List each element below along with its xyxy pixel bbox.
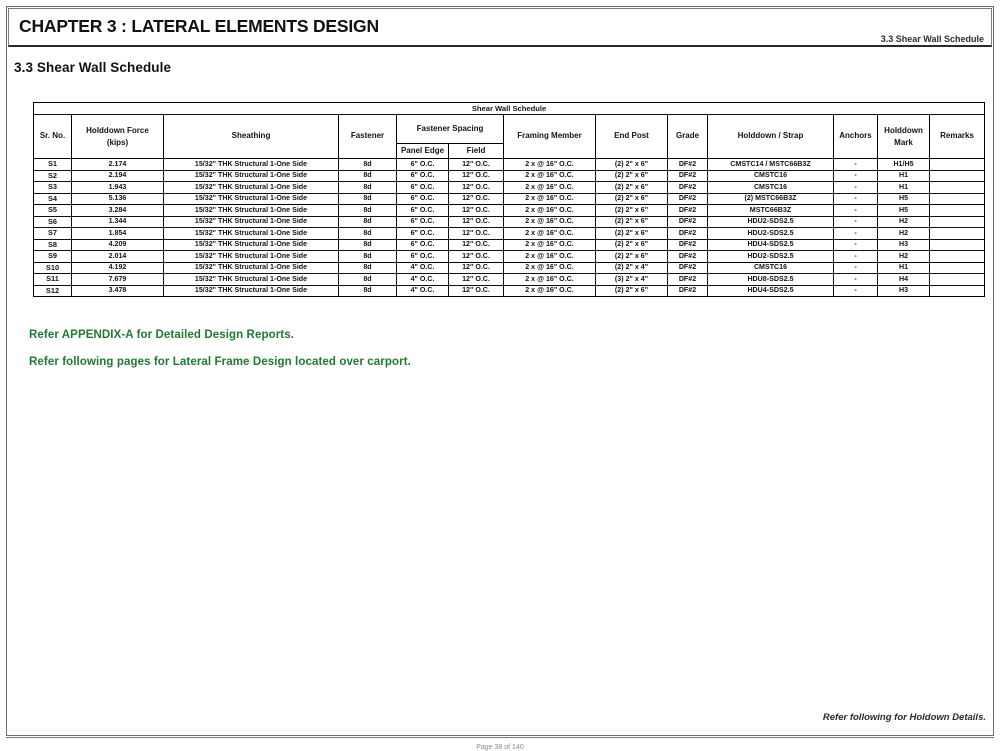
cell-remarks bbox=[930, 239, 985, 251]
cell-end-post: (2) 2" x 6" bbox=[596, 159, 668, 171]
cell-panel-edge: 6" O.C. bbox=[397, 216, 449, 228]
cell-holddown-strap: HDU4-SDS2.5 bbox=[708, 239, 834, 251]
cell-anchors: - bbox=[834, 205, 878, 217]
cell-sheathing: 15/32" THK Structural 1-One Side bbox=[164, 182, 339, 194]
cell-field: 12" O.C. bbox=[449, 274, 504, 286]
col-header-field: Field bbox=[449, 144, 504, 159]
cell-field: 12" O.C. bbox=[449, 251, 504, 263]
cell-anchors: - bbox=[834, 274, 878, 286]
cell-holddown-force: 3.478 bbox=[72, 285, 164, 297]
col-header-holddown-force-line1: Holddown Force bbox=[86, 125, 149, 135]
cell-grade: DF#2 bbox=[668, 182, 708, 194]
cell-sr-no: S9 bbox=[34, 251, 72, 263]
cell-anchors: - bbox=[834, 239, 878, 251]
cell-holddown-mark: H4 bbox=[878, 274, 930, 286]
table-row bbox=[34, 216, 985, 228]
cell-holddown-strap: MSTC66B3Z bbox=[708, 205, 834, 217]
cell-sheathing: 15/32" THK Structural 1-One Side bbox=[164, 216, 339, 228]
cell-holddown-mark: H1 bbox=[878, 262, 930, 274]
cell-field: 12" O.C. bbox=[449, 285, 504, 297]
table-row bbox=[34, 228, 985, 240]
cell-panel-edge: 6" O.C. bbox=[397, 251, 449, 263]
cell-sheathing: 15/32" THK Structural 1-One Side bbox=[164, 251, 339, 263]
cell-end-post: (2) 2" x 6" bbox=[596, 205, 668, 217]
col-header-holddown-mark-line2: Mark bbox=[894, 137, 913, 147]
cell-panel-edge: 6" O.C. bbox=[397, 239, 449, 251]
cell-field: 12" O.C. bbox=[449, 193, 504, 205]
table-header-row-1 bbox=[34, 115, 985, 144]
cell-holddown-force: 5.136 bbox=[72, 193, 164, 205]
cell-sheathing: 15/32" THK Structural 1-One Side bbox=[164, 285, 339, 297]
cell-holddown-mark: H1 bbox=[878, 170, 930, 182]
cell-fastener: 8d bbox=[339, 193, 397, 205]
col-header-anchors: Anchors bbox=[834, 115, 878, 159]
cell-panel-edge: 6" O.C. bbox=[397, 159, 449, 171]
cell-grade: DF#2 bbox=[668, 274, 708, 286]
cell-anchors: - bbox=[834, 285, 878, 297]
cell-fastener: 8d bbox=[339, 170, 397, 182]
cell-holddown-force: 2.174 bbox=[72, 159, 164, 171]
cell-field: 12" O.C. bbox=[449, 239, 504, 251]
cell-holddown-strap: CMSTC16 bbox=[708, 182, 834, 194]
cell-remarks bbox=[930, 216, 985, 228]
cell-anchors: - bbox=[834, 182, 878, 194]
shear-wall-schedule-table-wrapper bbox=[33, 102, 974, 297]
cell-grade: DF#2 bbox=[668, 239, 708, 251]
cell-panel-edge: 4" O.C. bbox=[397, 262, 449, 274]
cell-end-post: (2) 2" x 6" bbox=[596, 228, 668, 240]
cell-fastener: 8d bbox=[339, 239, 397, 251]
chapter-header-band bbox=[8, 8, 992, 47]
cell-fastener: 8d bbox=[339, 159, 397, 171]
shear-wall-schedule-table bbox=[33, 102, 985, 297]
col-header-panel-edge: Panel Edge bbox=[397, 144, 449, 159]
cell-field: 12" O.C. bbox=[449, 216, 504, 228]
cell-end-post: (2) 2" x 6" bbox=[596, 239, 668, 251]
cell-end-post: (2) 2" x 6" bbox=[596, 182, 668, 194]
cell-framing-member: 2 x @ 16" O.C. bbox=[504, 170, 596, 182]
table-row bbox=[34, 239, 985, 251]
cell-remarks bbox=[930, 205, 985, 217]
table-row bbox=[34, 159, 985, 171]
cell-fastener: 8d bbox=[339, 274, 397, 286]
cell-grade: DF#2 bbox=[668, 228, 708, 240]
cell-sr-no: S6 bbox=[34, 216, 72, 228]
cell-fastener: 8d bbox=[339, 228, 397, 240]
cell-sheathing: 15/32" THK Structural 1-One Side bbox=[164, 274, 339, 286]
col-header-holddown-force bbox=[72, 115, 164, 159]
col-header-fastener: Fastener bbox=[339, 115, 397, 159]
table-title: Shear Wall Schedule bbox=[34, 103, 985, 115]
cell-remarks bbox=[930, 228, 985, 240]
cell-grade: DF#2 bbox=[668, 170, 708, 182]
cell-holddown-strap: CMSTC16 bbox=[708, 170, 834, 182]
cell-panel-edge: 6" O.C. bbox=[397, 228, 449, 240]
cell-fastener: 8d bbox=[339, 251, 397, 263]
page-number: Page 38 of 140 bbox=[476, 744, 524, 751]
cell-field: 12" O.C. bbox=[449, 159, 504, 171]
cell-holddown-strap: CMSTC14 / MSTC66B3Z bbox=[708, 159, 834, 171]
col-header-framing-member: Framing Member bbox=[504, 115, 596, 159]
table-row bbox=[34, 251, 985, 263]
cell-field: 12" O.C. bbox=[449, 228, 504, 240]
cell-holddown-mark: H2 bbox=[878, 251, 930, 263]
cell-holddown-force: 1.344 bbox=[72, 216, 164, 228]
cell-sr-no: S1 bbox=[34, 159, 72, 171]
cell-sr-no: S5 bbox=[34, 205, 72, 217]
cell-end-post: (2) 2" x 6" bbox=[596, 193, 668, 205]
cell-panel-edge: 4" O.C. bbox=[397, 285, 449, 297]
cell-holddown-strap: CMSTC16 bbox=[708, 262, 834, 274]
chapter-title: CHAPTER 3 : LATERAL ELEMENTS DESIGN bbox=[19, 16, 379, 36]
cell-framing-member: 2 x @ 16" O.C. bbox=[504, 239, 596, 251]
cell-sheathing: 15/32" THK Structural 1-One Side bbox=[164, 239, 339, 251]
cell-grade: DF#2 bbox=[668, 159, 708, 171]
cell-framing-member: 2 x @ 16" O.C. bbox=[504, 251, 596, 263]
cell-panel-edge: 4" O.C. bbox=[397, 274, 449, 286]
cell-end-post: (3) 2" x 4" bbox=[596, 274, 668, 286]
cell-framing-member: 2 x @ 16" O.C. bbox=[504, 228, 596, 240]
note-appendix-reference: Refer APPENDIX-A for Detailed Design Reports. bbox=[29, 329, 295, 341]
cell-fastener: 8d bbox=[339, 285, 397, 297]
cell-holddown-strap: HDU2-SDS2.5 bbox=[708, 228, 834, 240]
cell-holddown-force: 4.209 bbox=[72, 239, 164, 251]
cell-holddown-strap: HDU8-SDS2.5 bbox=[708, 274, 834, 286]
col-header-remarks: Remarks bbox=[930, 115, 985, 159]
footer-holdown-note: Refer following for Holdown Details. bbox=[822, 712, 986, 723]
footer-divider bbox=[6, 737, 994, 738]
section-heading: 3.3 Shear Wall Schedule bbox=[14, 60, 172, 75]
table-row bbox=[34, 205, 985, 217]
cell-holddown-force: 7.679 bbox=[72, 274, 164, 286]
cell-end-post: (2) 2" x 6" bbox=[596, 285, 668, 297]
cell-field: 12" O.C. bbox=[449, 262, 504, 274]
cell-end-post: (2) 2" x 6" bbox=[596, 216, 668, 228]
cell-grade: DF#2 bbox=[668, 262, 708, 274]
cell-anchors: - bbox=[834, 170, 878, 182]
cell-holddown-strap: HDU2-SDS2.5 bbox=[708, 216, 834, 228]
cell-holddown-mark: H5 bbox=[878, 193, 930, 205]
cell-remarks bbox=[930, 159, 985, 171]
cell-sheathing: 15/32" THK Structural 1-One Side bbox=[164, 170, 339, 182]
cell-anchors: - bbox=[834, 159, 878, 171]
cell-fastener: 8d bbox=[339, 216, 397, 228]
col-header-grade: Grade bbox=[668, 115, 708, 159]
cell-panel-edge: 6" O.C. bbox=[397, 205, 449, 217]
cell-framing-member: 2 x @ 16" O.C. bbox=[504, 285, 596, 297]
note-lateral-frame-reference: Refer following pages for Lateral Frame Design located over carport. bbox=[29, 356, 411, 368]
cell-remarks bbox=[930, 262, 985, 274]
cell-fastener: 8d bbox=[339, 205, 397, 217]
cell-holddown-strap: HDU4-SDS2.5 bbox=[708, 285, 834, 297]
cell-holddown-force: 4.192 bbox=[72, 262, 164, 274]
cell-fastener: 8d bbox=[339, 182, 397, 194]
cell-end-post: (2) 2" x 6" bbox=[596, 251, 668, 263]
cell-end-post: (2) 2" x 6" bbox=[596, 170, 668, 182]
cell-grade: DF#2 bbox=[668, 285, 708, 297]
cell-anchors: - bbox=[834, 251, 878, 263]
cell-holddown-force: 1.943 bbox=[72, 182, 164, 194]
cell-sr-no: S11 bbox=[34, 274, 72, 286]
cell-grade: DF#2 bbox=[668, 205, 708, 217]
cell-panel-edge: 6" O.C. bbox=[397, 182, 449, 194]
cell-panel-edge: 6" O.C. bbox=[397, 193, 449, 205]
cell-remarks bbox=[930, 193, 985, 205]
cell-sheathing: 15/32" THK Structural 1-One Side bbox=[164, 262, 339, 274]
col-header-holddown-strap: Holddown / Strap bbox=[708, 115, 834, 159]
cell-anchors: - bbox=[834, 193, 878, 205]
col-header-end-post: End Post bbox=[596, 115, 668, 159]
cell-remarks bbox=[930, 251, 985, 263]
table-row bbox=[34, 285, 985, 297]
cell-holddown-mark: H3 bbox=[878, 239, 930, 251]
table-title-row bbox=[34, 103, 985, 115]
cell-remarks bbox=[930, 285, 985, 297]
cell-holddown-mark: H1 bbox=[878, 182, 930, 194]
cell-framing-member: 2 x @ 16" O.C. bbox=[504, 182, 596, 194]
cell-anchors: - bbox=[834, 228, 878, 240]
cell-framing-member: 2 x @ 16" O.C. bbox=[504, 159, 596, 171]
table-row bbox=[34, 274, 985, 286]
cell-sr-no: S12 bbox=[34, 285, 72, 297]
cell-sheathing: 15/32" THK Structural 1-One Side bbox=[164, 228, 339, 240]
cell-holddown-mark: H1/H5 bbox=[878, 159, 930, 171]
col-header-holddown-mark-line1: Holddown bbox=[884, 125, 923, 135]
cell-holddown-mark: H3 bbox=[878, 285, 930, 297]
cell-framing-member: 2 x @ 16" O.C. bbox=[504, 193, 596, 205]
cell-grade: DF#2 bbox=[668, 216, 708, 228]
table-body bbox=[34, 159, 985, 297]
cell-anchors: - bbox=[834, 262, 878, 274]
cell-remarks bbox=[930, 182, 985, 194]
cell-framing-member: 2 x @ 16" O.C. bbox=[504, 262, 596, 274]
cell-sr-no: S2 bbox=[34, 170, 72, 182]
cell-holddown-force: 2.194 bbox=[72, 170, 164, 182]
cell-holddown-strap: HDU2-SDS2.5 bbox=[708, 251, 834, 263]
cell-framing-member: 2 x @ 16" O.C. bbox=[504, 205, 596, 217]
cell-holddown-force: 2.014 bbox=[72, 251, 164, 263]
cell-remarks bbox=[930, 274, 985, 286]
cell-holddown-mark: H5 bbox=[878, 205, 930, 217]
cell-holddown-strap: (2) MSTC66B3Z bbox=[708, 193, 834, 205]
header-section-label: 3.3 Shear Wall Schedule bbox=[880, 34, 984, 44]
cell-remarks bbox=[930, 170, 985, 182]
table-row bbox=[34, 193, 985, 205]
cell-framing-member: 2 x @ 16" O.C. bbox=[504, 274, 596, 286]
cell-sr-no: S7 bbox=[34, 228, 72, 240]
cell-panel-edge: 6" O.C. bbox=[397, 170, 449, 182]
cell-fastener: 8d bbox=[339, 262, 397, 274]
cell-holddown-force: 1.854 bbox=[72, 228, 164, 240]
cell-sr-no: S8 bbox=[34, 239, 72, 251]
cell-field: 12" O.C. bbox=[449, 205, 504, 217]
col-header-fastener-spacing: Fastener Spacing bbox=[397, 115, 504, 144]
cell-holddown-force: 3.284 bbox=[72, 205, 164, 217]
cell-sr-no: S10 bbox=[34, 262, 72, 274]
col-header-holddown-force-line2: (kips) bbox=[106, 137, 129, 147]
table-row bbox=[34, 170, 985, 182]
cell-sheathing: 15/32" THK Structural 1-One Side bbox=[164, 205, 339, 217]
cell-holddown-mark: H2 bbox=[878, 228, 930, 240]
cell-end-post: (2) 2" x 4" bbox=[596, 262, 668, 274]
cell-sr-no: S4 bbox=[34, 193, 72, 205]
cell-grade: DF#2 bbox=[668, 251, 708, 263]
cell-sheathing: 15/32" THK Structural 1-One Side bbox=[164, 159, 339, 171]
col-header-sr-no: Sr. No. bbox=[34, 115, 72, 159]
cell-anchors: - bbox=[834, 216, 878, 228]
table-row bbox=[34, 182, 985, 194]
cell-framing-member: 2 x @ 16" O.C. bbox=[504, 216, 596, 228]
cell-field: 12" O.C. bbox=[449, 170, 504, 182]
table-row bbox=[34, 262, 985, 274]
cell-sheathing: 15/32" THK Structural 1-One Side bbox=[164, 193, 339, 205]
cell-sr-no: S3 bbox=[34, 182, 72, 194]
cell-field: 12" O.C. bbox=[449, 182, 504, 194]
col-header-sheathing: Sheathing bbox=[164, 115, 339, 159]
col-header-holddown-mark bbox=[878, 115, 930, 159]
cell-grade: DF#2 bbox=[668, 193, 708, 205]
cell-holddown-mark: H2 bbox=[878, 216, 930, 228]
